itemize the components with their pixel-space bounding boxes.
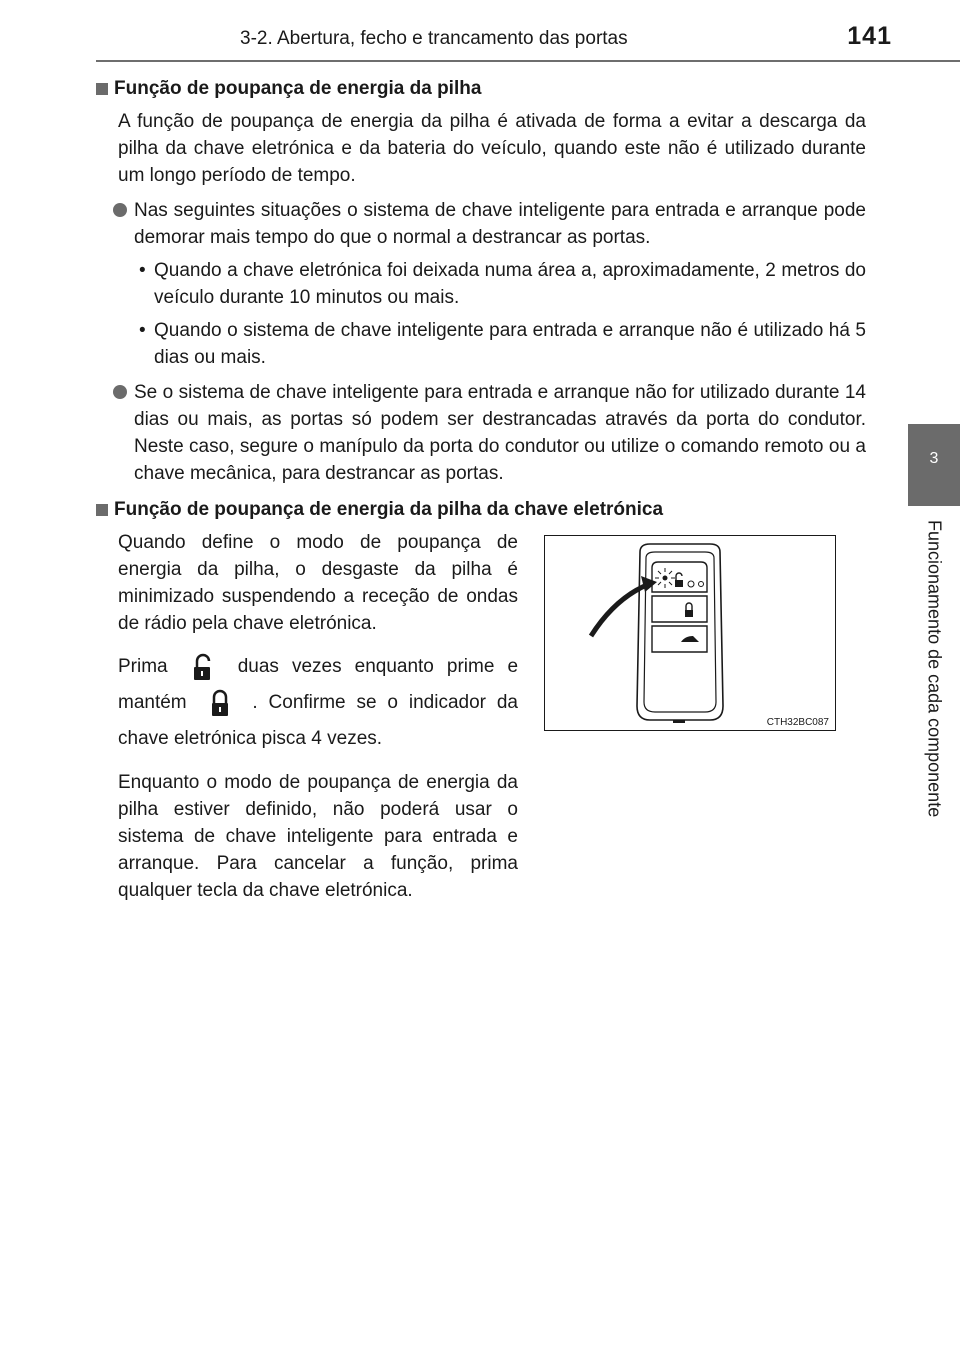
figure-code: CTH32BC087 [766,717,829,728]
page-number: 141 [847,22,892,50]
sub-item-text: Quando a chave eletrónica foi deixada numa área a, aproximadamente, 2 metros do veículo durante 10 minutos ou mais. [154,260,866,308]
chapter-number-tab: 3 [908,424,960,506]
sub-list-item [96,257,866,311]
dot-marker-icon: • [139,320,146,341]
section-title: Função de poupança de energia da pilha [114,78,482,99]
key-fob-icon [545,536,835,730]
bullet-text: Nas seguintes situações o sistema de chave inteligente para entrada e arranque pode demorar mais tempo do que o normal a destrancar as portas. [134,200,866,248]
side-tab-upper [908,62,960,422]
bullet-text: Se o sistema de chave inteligente para entrada e arranque não for utilizado durante 14 dias ou mais, as portas só podem ser destrancadas através da porta do condutor. Neste caso, segure o manípulo da porta do condutor ou utilize o comando remoto ou a chave mecânica, para destrancar as portas. [134,382,866,484]
text-column [118,529,518,916]
paragraph-text: Prima [118,656,168,677]
paragraph-text: duas vezes enquanto prime e mantém [118,656,519,713]
round-bullet-icon [113,203,127,217]
section-title: Função de poupança de energia da pilha da chave eletrónica [114,499,664,520]
section-heading [96,78,866,100]
section-heading [96,499,866,521]
section-key-battery-saving [96,499,866,929]
paragraph-text: . Confirme se o indicador da chave eletrónica pisca 4 vezes. [118,692,518,749]
round-bullet-icon [113,385,127,399]
main-content [96,78,866,935]
unlock-icon [187,651,219,683]
key-fob-illustration [544,535,836,731]
paragraph: Quando define o modo de poupança de energia da pilha, o desgaste da pilha é minimizado suspendendo a receção de ondas de rádio pela chave eletrónica. [118,532,518,634]
header-section-title: 3-2. Abertura, fecho e trancamento das portas [240,28,628,49]
paragraph: Enquanto o modo de poupança de energia da pilha estiver definido, não poderá usar o sistema de chave inteligente para entrada e arranque. Para cancelar a função, prima qualquer tecla da chave eletrónica. [118,772,518,901]
paragraph-with-icons [118,649,518,757]
section-intro: A função de poupança de energia da pilha é ativada de forma a evitar a descarga da pilha da chave eletrónica e da bateria do veículo, quando este não é utilizado durante um longo período de tempo. [118,111,866,186]
lock-icon [204,687,236,719]
two-column-block [96,529,866,929]
square-bullet-icon [96,504,108,516]
list-item [96,379,866,487]
list-item [96,197,866,251]
section-battery-saving [96,78,866,487]
square-bullet-icon [96,83,108,95]
sub-list-item [96,317,866,371]
sub-item-text: Quando o sistema de chave inteligente para entrada e arranque não é utilizado há 5 dias ou mais. [154,320,866,368]
header-divider [96,60,960,62]
chapter-title: Funcionamento de cada componente [924,520,945,818]
dot-marker-icon: • [139,260,146,281]
